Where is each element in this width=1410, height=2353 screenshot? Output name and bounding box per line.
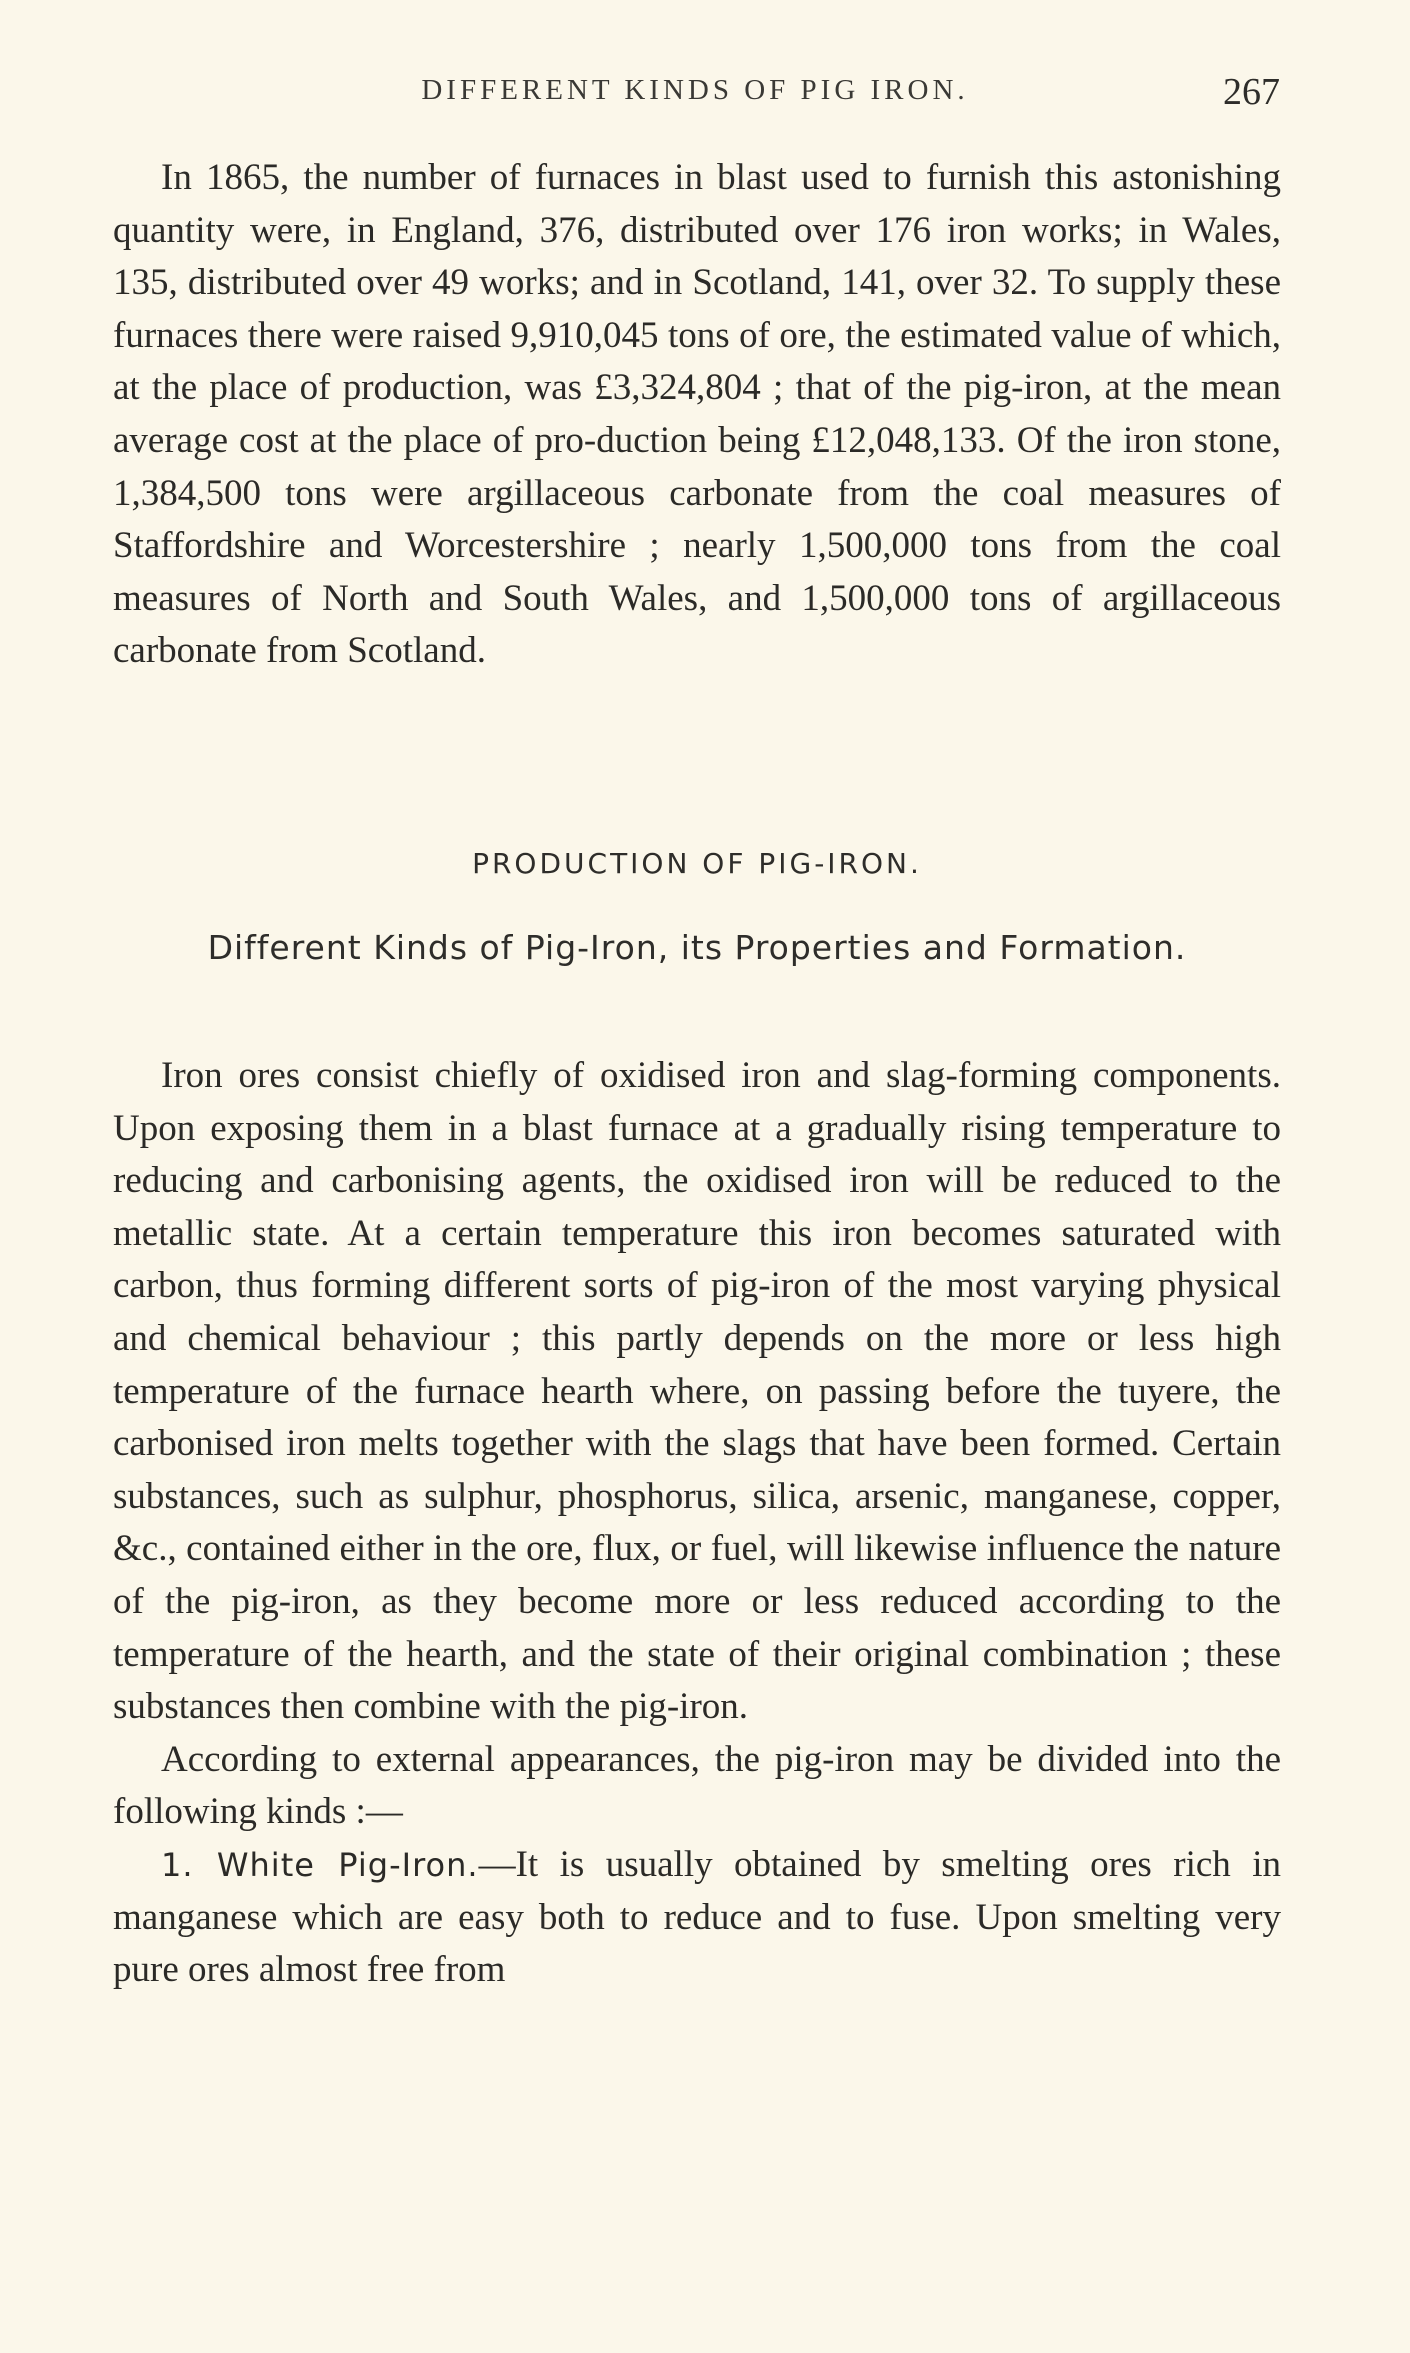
appearances-paragraph: According to external appearances, the pig-iron may be divided into the following kinds :—	[113, 1738, 1281, 1833]
page-number: 267	[1223, 71, 1280, 113]
ores-paragraph: Iron ores consist chiefly of oxidised iron and slag-forming components. Upon exposing them in a blast furnace at a gradually rising temperature to reducing and carbonising agents, the oxidised iron will be reduced to the metallic state. At a certain temperature this iron becomes saturated with carbon, thus forming different sorts of pig-iron of the most varying physical and chemical behaviour ; this partly depends on the more or less high temperature of the furnace hearth where, on passing before the tuyere, the carbonised iron melts together with the slags that have been formed. Certain substances, such as sulphur, phosphorus, silica, arsenic, manganese, copper, &c., contained either in the ore, flux, or fuel, will likewise influence the nature of the pig-iron, as they become more or less reduced according to the temperature of the hearth, and the state of their original combination ; these substances then combine with the pig-iron.	[113, 1055, 1281, 1728]
intro-paragraph: In 1865, the number of furnaces in blast used to furnish this astonishing quantity were, in England, 376, distributed over 176 iron works; in Wales, 135, distributed over 49 works; and in Scotland, 141, over 32. To supply these furnaces there were raised 9,910,045 tons of ore, the estimated value of which, at the place of production, was £3,324,804 ; that of the pig-iron, at the mean average cost at the place of pro-duction being £12,048,133. Of the iron stone, 1,384,500 tons were argillaceous carbonate from the coal measures of Staffordshire and Worcestershire ; nearly 1,500,000 tons from the coal measures of North and South Wales, and 1,500,000 tons of argillaceous carbonate from Scotland.	[113, 157, 1281, 672]
production-section	[113, 1050, 1281, 1997]
white-pig-iron-paragraph	[113, 1839, 1281, 1997]
white-pig-iron-label: 1. White Pig-Iron.	[161, 1845, 479, 1884]
running-title: DIFFERENT KINDS OF PIG IRON.	[421, 74, 969, 106]
section-heading: PRODUCTION OF PIG-IRON.	[472, 847, 922, 880]
running-head	[110, 71, 1280, 114]
white-pig-iron-text: —It is usually obtained by smelting ores rich in manganese which are easy both to reduce and to fuse. Upon smelting very pure ores almost free from	[113, 1843, 1282, 1991]
intro-section	[113, 152, 1281, 678]
section-subtitle: Different Kinds of Pig-Iron, its Properties and Formation.	[207, 928, 1187, 967]
